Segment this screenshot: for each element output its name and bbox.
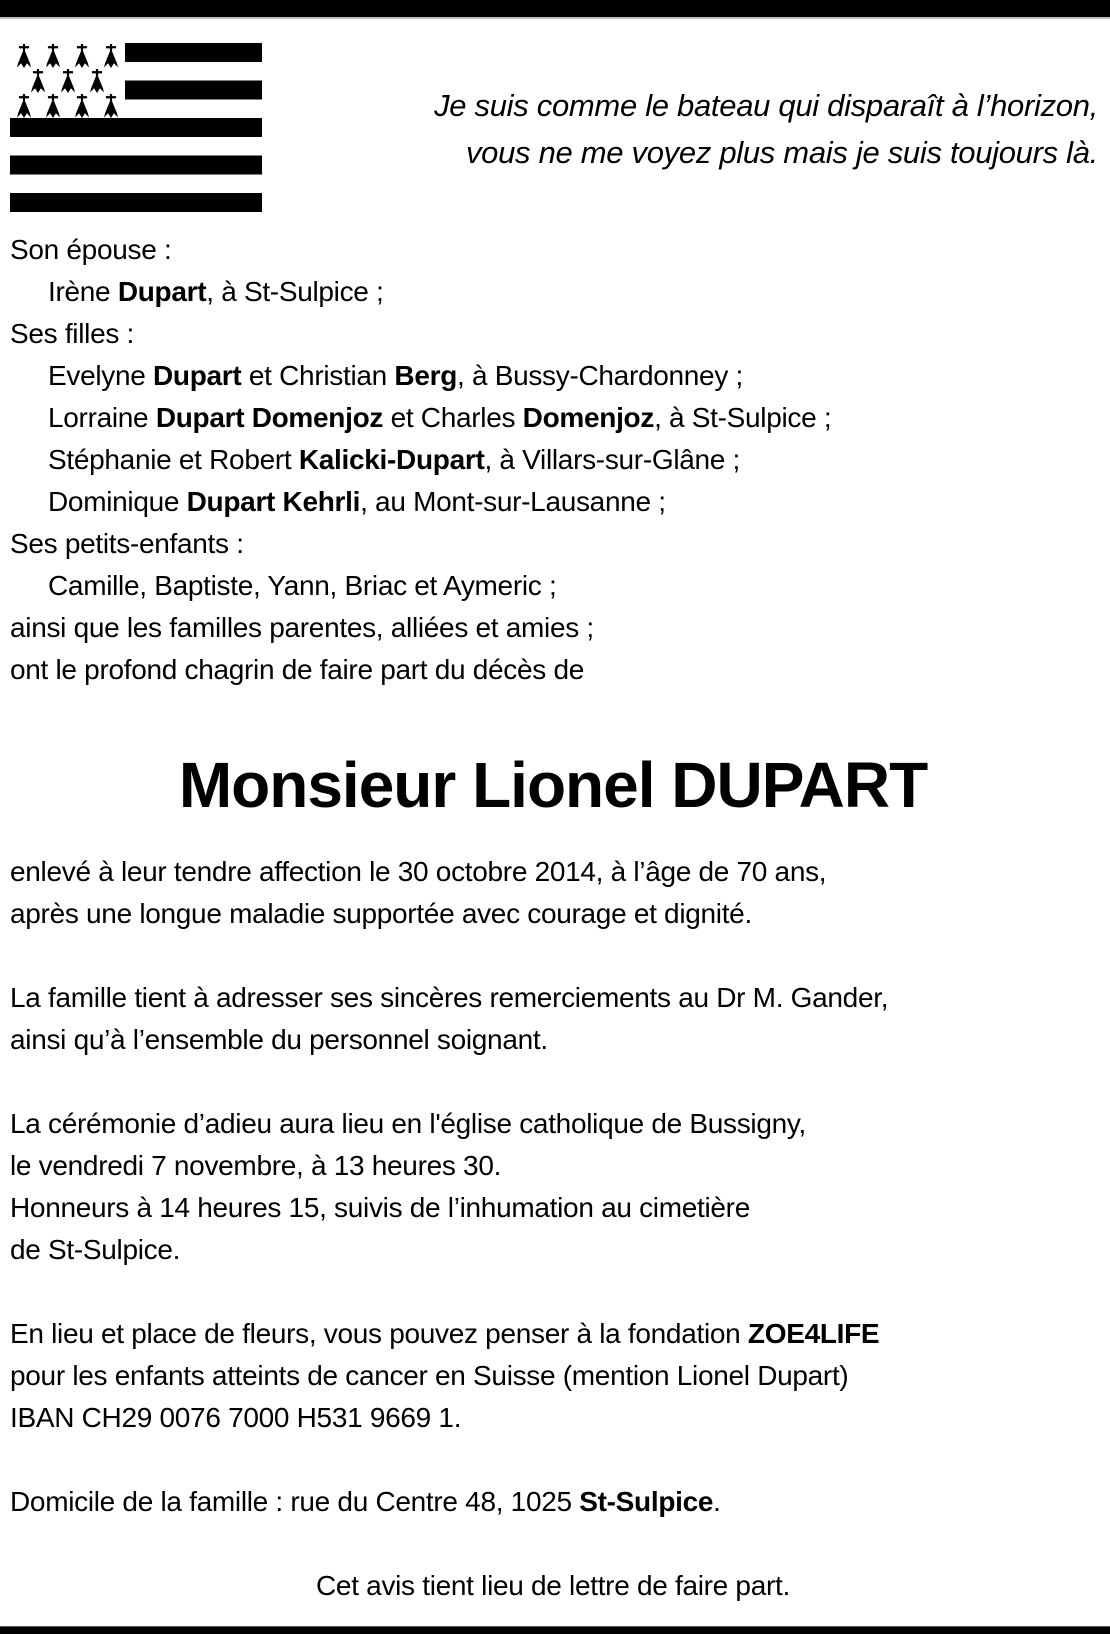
text-line: Honneurs à 14 heures 15, suivis de l’inhumation au cimetière bbox=[10, 1192, 750, 1223]
ermine-row-top bbox=[10, 44, 125, 68]
text-line: Son épouse : bbox=[10, 234, 172, 265]
ermine-icon bbox=[99, 44, 123, 68]
text-line: Ses petits-enfants : bbox=[10, 528, 244, 559]
quote-line-2: vous ne me voyez plus mais je suis toujours là. bbox=[465, 135, 1098, 170]
text-line: Lorraine Dupart Domenjoz et Charles Domenjoz, à St-Sulpice ; bbox=[48, 402, 832, 433]
quote-line-1: Je suis comme le bateau qui disparaît à l’horizon, bbox=[434, 88, 1098, 123]
text-line: Domicile de la famille : rue du Centre 48, 1025 St-Sulpice. bbox=[10, 1486, 721, 1517]
text-line: La cérémonie d’adieu aura lieu en l'église catholique de Bussigny, bbox=[10, 1108, 807, 1139]
ermine-icon bbox=[85, 69, 109, 93]
deceased-name-title: Monsieur Lionel DUPART bbox=[178, 749, 928, 821]
text-line: Ses filles : bbox=[10, 318, 134, 349]
text-line: ainsi que les familles parentes, alliées et amies ; bbox=[10, 612, 594, 643]
brittany-flag bbox=[10, 43, 262, 212]
text-line: La famille tient à adresser ses sincères remerciements au Dr M. Gander, bbox=[10, 982, 889, 1013]
ermine-icon bbox=[26, 69, 50, 93]
ermine-icon bbox=[12, 94, 36, 118]
text-line: après une longue maladie supportée avec courage et dignité. bbox=[10, 898, 752, 929]
text-line: ainsi qu’à l’ensemble du personnel soignant. bbox=[10, 1024, 548, 1055]
domicile-paragraph bbox=[10, 1481, 1096, 1523]
donation-paragraph bbox=[10, 1313, 1096, 1439]
ermine-icon bbox=[56, 69, 80, 93]
text-line: Irène Dupart, à St-Sulpice ; bbox=[48, 276, 384, 307]
ermine-icon bbox=[99, 94, 123, 118]
top-divider-bar bbox=[0, 0, 1110, 19]
text-line: Dominique Dupart Kehrli, au Mont-sur-Lausanne ; bbox=[48, 486, 666, 517]
text-line: Stéphanie et Robert Kalicki-Dupart, à Villars-sur-Glâne ; bbox=[48, 444, 741, 475]
ermine-icon bbox=[70, 94, 94, 118]
text-line: En lieu et place de fleurs, vous pouvez penser à la fondation ZOE4LIFE bbox=[10, 1318, 880, 1349]
text-line: Evelyne Dupart et Christian Berg, à Bussy-Chardonney ; bbox=[48, 360, 743, 391]
memorial-quote bbox=[300, 82, 1098, 176]
bottom-divider-bar bbox=[0, 1626, 1110, 1634]
text-line: Cet avis tient lieu de lettre de faire part. bbox=[316, 1570, 790, 1601]
family-section bbox=[10, 229, 1096, 691]
ceremony-paragraph bbox=[10, 1103, 1096, 1271]
closing-line bbox=[10, 1565, 1096, 1607]
ermine-icon bbox=[70, 44, 94, 68]
ermine-row-middle bbox=[10, 69, 125, 93]
text-line: IBAN CH29 0076 7000 H531 9669 1. bbox=[10, 1402, 462, 1433]
flag-canton bbox=[10, 43, 125, 118]
text-line: pour les enfants atteints de cancer en Suisse (mention Lionel Dupart) bbox=[10, 1360, 849, 1391]
text-line: le vendredi 7 novembre, à 13 heures 30. bbox=[10, 1150, 502, 1181]
death-paragraph bbox=[10, 851, 1096, 935]
thanks-paragraph bbox=[10, 977, 1096, 1061]
text-line: de St-Sulpice. bbox=[10, 1234, 181, 1265]
text-line: enlevé à leur tendre affection le 30 octobre 2014, à l’âge de 70 ans, bbox=[10, 856, 827, 887]
ermine-row-bottom bbox=[10, 94, 125, 118]
text-line: ont le profond chagrin de faire part du décès de bbox=[10, 654, 584, 685]
ermine-icon bbox=[41, 44, 65, 68]
notice-body bbox=[10, 229, 1096, 1607]
text-line: Camille, Baptiste, Yann, Briac et Aymeric ; bbox=[48, 570, 557, 601]
ermine-icon bbox=[41, 94, 65, 118]
ermine-icon bbox=[12, 44, 36, 68]
